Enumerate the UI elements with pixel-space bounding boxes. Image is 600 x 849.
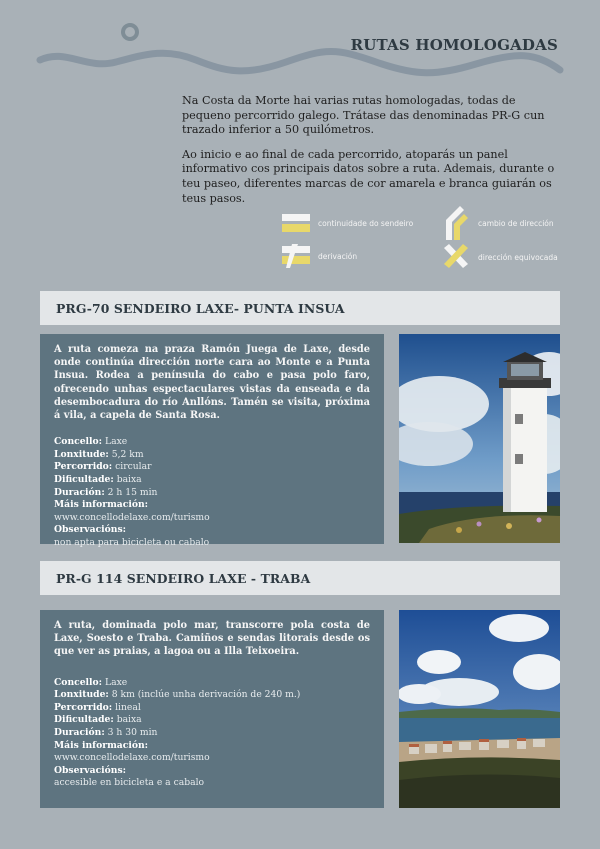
legend-label: dirección equivocada xyxy=(478,252,558,262)
detail-value: Laxe xyxy=(104,676,128,688)
legend-label: derivación xyxy=(318,251,358,261)
detail-value: baixa xyxy=(116,474,142,485)
trail-marks-legend xyxy=(282,206,572,270)
detail-key: Concello: xyxy=(54,436,103,448)
legend-change-direction xyxy=(442,206,554,240)
route-title: PR-G 114 SENDEIRO LAXE - TRABA xyxy=(56,570,311,586)
legend-label: cambio de dirección xyxy=(478,218,554,228)
route-details xyxy=(54,677,370,790)
route-description: A ruta comeza na praza Ramón Juega de Laxe, desde onde continúa dirección norte cara ao Monte e a Punta Insua. Rodea a península do cabo e pasa polo faro, ofrecendo unhas espectaculares vistas da enseada e da desembocadura do río Anllóns. Tamén se visita, próxima á vila, a capela de Santa Rosa. xyxy=(54,344,370,422)
legend-continuity xyxy=(282,212,413,234)
detail-value: 5,2 km xyxy=(111,448,144,460)
info-link[interactable]: www.concellodelaxe.com/turismo xyxy=(54,511,210,523)
detail-key: Lonxitude: xyxy=(54,689,109,701)
detail-value: accesible en bicicleta e a cabalo xyxy=(54,777,205,789)
intro-paragraph: Ao inicio e ao final de cada percorrido, atoparás un panel informativo cos principais datos sobre a ruta. Ademais, durante o teu paseo, diferentes marcas de cor amarela e branca guiarán os teus pasos. xyxy=(182,147,555,205)
detail-key: Percorrido: xyxy=(54,701,113,713)
route-details xyxy=(54,436,370,549)
detail-value: 3 h 30 min xyxy=(107,726,158,738)
route-info-panel xyxy=(40,610,384,808)
continuity-mark-icon xyxy=(282,212,310,234)
detail-value: Laxe xyxy=(104,436,128,448)
route-description: A ruta, dominada polo mar, transcorre pola costa de Laxe, Soesto e Traba. Camiños e sendas litorais desde os que ver as praias, a lagoa ou a Illa Teixoeira. xyxy=(54,620,370,658)
change-direction-mark-icon xyxy=(442,206,470,240)
route-header xyxy=(40,291,560,325)
detail-key: Percorrido: xyxy=(54,461,113,473)
detail-key: Observacións: xyxy=(54,524,127,536)
detail-key: Duración: xyxy=(54,486,105,498)
info-link[interactable]: www.concellodelaxe.com/turismo xyxy=(54,752,210,764)
legend-label: continuidade do sendeiro xyxy=(318,218,414,228)
detail-value: circular xyxy=(115,461,152,473)
detail-value: lineal xyxy=(115,701,141,713)
intro-paragraph: Na Costa da Morte hai varias rutas homologadas, todas de pequeno percorrido galego. Trátase das denominadas PR-G cun trazado inferior a 50 quilómetros. xyxy=(182,94,545,137)
lighthouse-photo xyxy=(399,334,560,543)
detail-key: Duración: xyxy=(54,726,105,738)
detail-value: baixa xyxy=(116,714,142,726)
page-title: RUTAS HOMOLOGADAS xyxy=(350,36,558,54)
detail-value: 8 km (inclúe unha derivación de 240 m.) xyxy=(111,689,301,701)
coast-photo xyxy=(399,610,560,808)
wrong-direction-mark-icon xyxy=(442,244,470,270)
route-header xyxy=(40,561,560,595)
detail-key: Máis información: xyxy=(54,739,149,751)
detail-key: Concello: xyxy=(54,676,103,688)
detail-key: Máis información: xyxy=(54,499,149,511)
detail-key: Lonxitude: xyxy=(54,448,109,460)
detail-value: 2 h 15 min xyxy=(107,486,158,498)
intro-text xyxy=(182,94,560,216)
detail-key: Dificultade: xyxy=(54,474,114,485)
detail-key: Observacións: xyxy=(54,764,127,776)
detail-key: Dificultade: xyxy=(54,714,114,726)
derivation-mark-icon xyxy=(282,244,310,268)
detail-value: non apta para bicicleta ou cabalo xyxy=(54,536,210,548)
route-title: PRG-70 SENDEIRO LAXE- PUNTA INSUA xyxy=(56,300,345,316)
route-info-panel xyxy=(40,334,384,548)
legend-derivation xyxy=(282,244,357,268)
legend-wrong-direction xyxy=(442,244,558,270)
